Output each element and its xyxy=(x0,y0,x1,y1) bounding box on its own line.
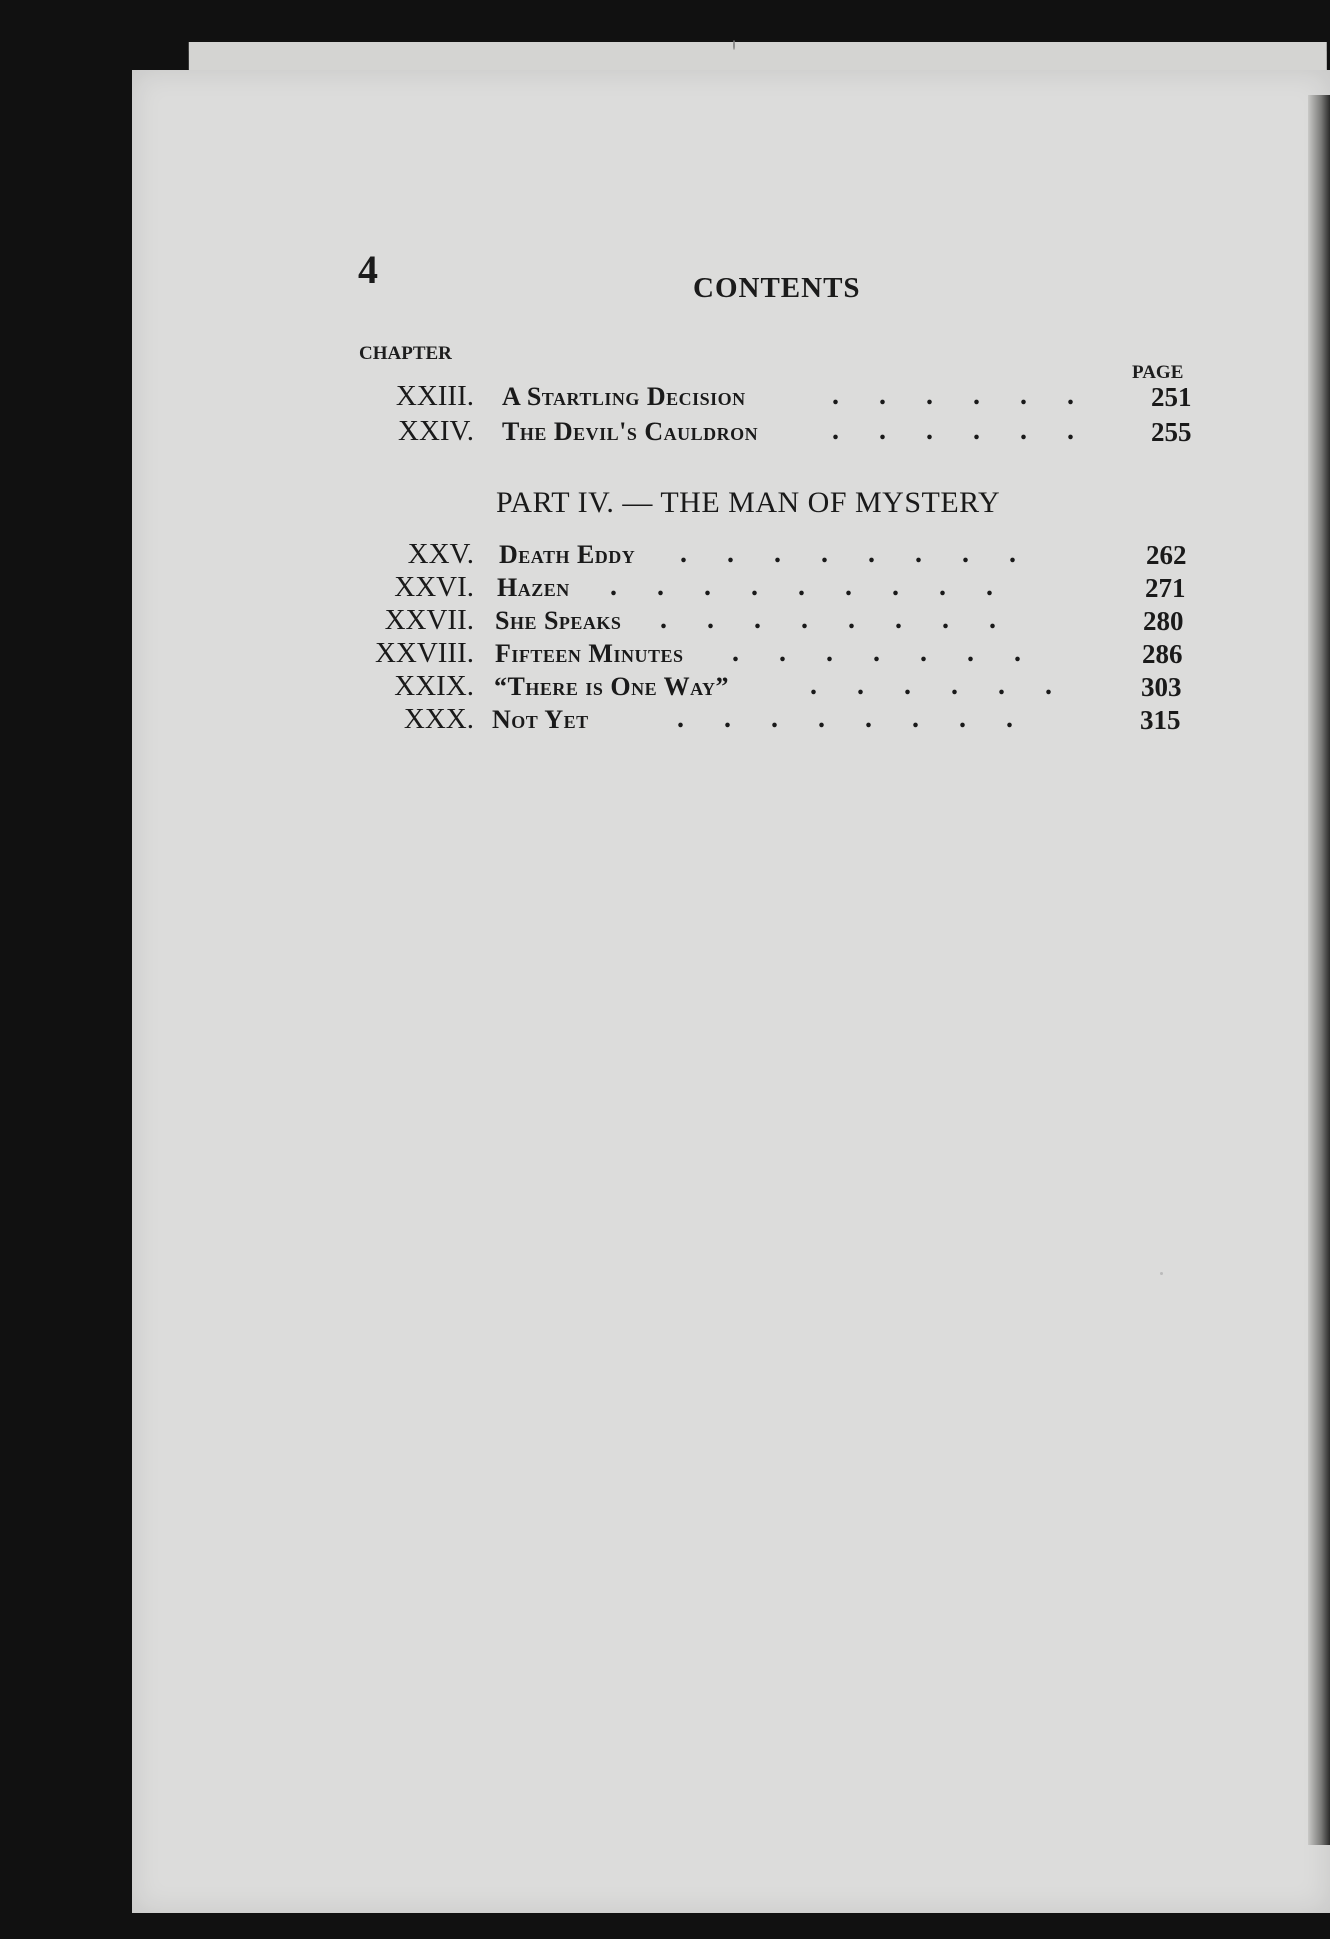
toc-entry xyxy=(132,637,1232,671)
leader-dots: ........ xyxy=(677,703,1053,734)
chapter-number: XXX. xyxy=(403,703,474,735)
chapter-page: 262 xyxy=(1146,540,1187,570)
toc-entry xyxy=(132,670,1232,704)
toc-entry xyxy=(132,604,1232,638)
chapter-page: 271 xyxy=(1145,573,1186,603)
chapter-page: 251 xyxy=(1151,382,1192,412)
chapter-page: 315 xyxy=(1140,705,1181,735)
chapter-title: “There is One Way” xyxy=(494,672,729,701)
contents-heading: CONTENTS xyxy=(693,272,861,304)
chapter-page: 303 xyxy=(1141,672,1182,702)
page-column-label: PAGE xyxy=(1132,362,1184,383)
leader-dots: ....... xyxy=(732,637,1061,668)
chapter-number: XXV. xyxy=(407,538,474,570)
leader-dots: ...... xyxy=(832,415,1114,446)
paper-speck xyxy=(733,40,735,50)
leader-dots: ......... xyxy=(610,571,1033,602)
leader-dots: ...... xyxy=(810,670,1092,701)
leader-dots: ........ xyxy=(680,538,1056,569)
chapter-page: 255 xyxy=(1151,417,1192,447)
leader-dots: ...... xyxy=(832,380,1114,411)
part-heading: PART IV. — THE MAN OF MYSTERY xyxy=(496,486,1001,519)
book-page xyxy=(132,70,1330,1913)
chapter-page: 280 xyxy=(1143,606,1184,636)
toc-entry xyxy=(132,538,1232,572)
page-number: 4 xyxy=(358,247,378,292)
toc-entry xyxy=(132,380,1232,414)
chapter-number: XXVII. xyxy=(384,604,474,636)
chapter-title: Hazen xyxy=(497,573,570,602)
chapter-number: XXVI. xyxy=(394,571,474,603)
chapter-number: XXVIII. xyxy=(374,637,474,669)
chapter-number: XXIII. xyxy=(395,380,474,412)
chapter-title: Not Yet xyxy=(492,705,589,734)
chapter-number: XXIX. xyxy=(394,670,474,702)
chapter-title: A Startling Decision xyxy=(502,382,746,411)
paper-speck xyxy=(1160,1272,1163,1275)
chapter-number: XXIV. xyxy=(398,415,474,447)
chapter-title: Death Eddy xyxy=(499,540,636,569)
toc-entry xyxy=(132,571,1232,605)
chapter-title: She Speaks xyxy=(495,606,622,635)
leader-dots: ........ xyxy=(660,604,1036,635)
chapter-column-label: CHAPTER xyxy=(359,343,452,364)
chapter-title: The Devil's Cauldron xyxy=(502,417,759,446)
chapter-title: Fifteen Minutes xyxy=(495,639,684,668)
chapter-page: 286 xyxy=(1142,639,1183,669)
toc-entry xyxy=(132,703,1232,737)
page-edge-shadow xyxy=(1308,95,1330,1845)
toc-entry xyxy=(132,415,1232,449)
